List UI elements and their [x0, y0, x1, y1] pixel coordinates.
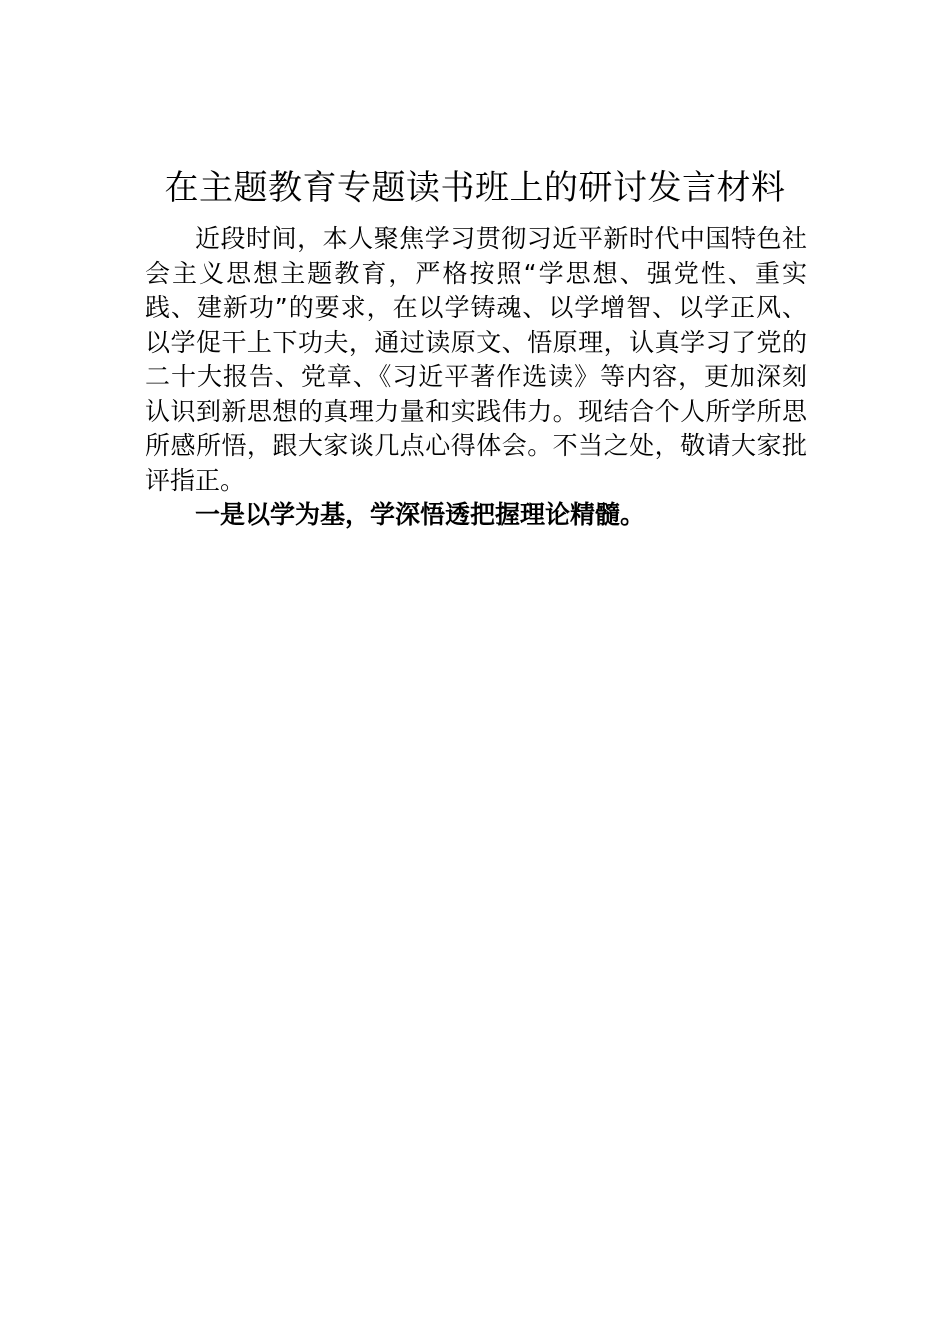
document-body: [145, 222, 807, 533]
section-heading-1: 一是以学为基，学深悟透把握理论精髓。: [195, 500, 646, 529]
document-title: 在主题教育专题读书班上的研讨发言材料: [164, 168, 786, 208]
intro-paragraph: 近段时间，本人聚焦学习贯彻习近平新时代中国特色社会主义思想主题教育，严格按照“学思想、强党性、重实践、建新功”的要求，在以学铸魂、以学增智、以学正风、以学促干上下功夫，通过读原文、悟原理，认真学习了党的二十大报告、党章、《习近平著作选读》等内容，更加深刻认识到新思想的真理力量和实践伟力。现结合个人所学所思所感所悟，跟大家谈几点心得体会。不当之处，敬请大家批评指正。: [145, 224, 807, 495]
